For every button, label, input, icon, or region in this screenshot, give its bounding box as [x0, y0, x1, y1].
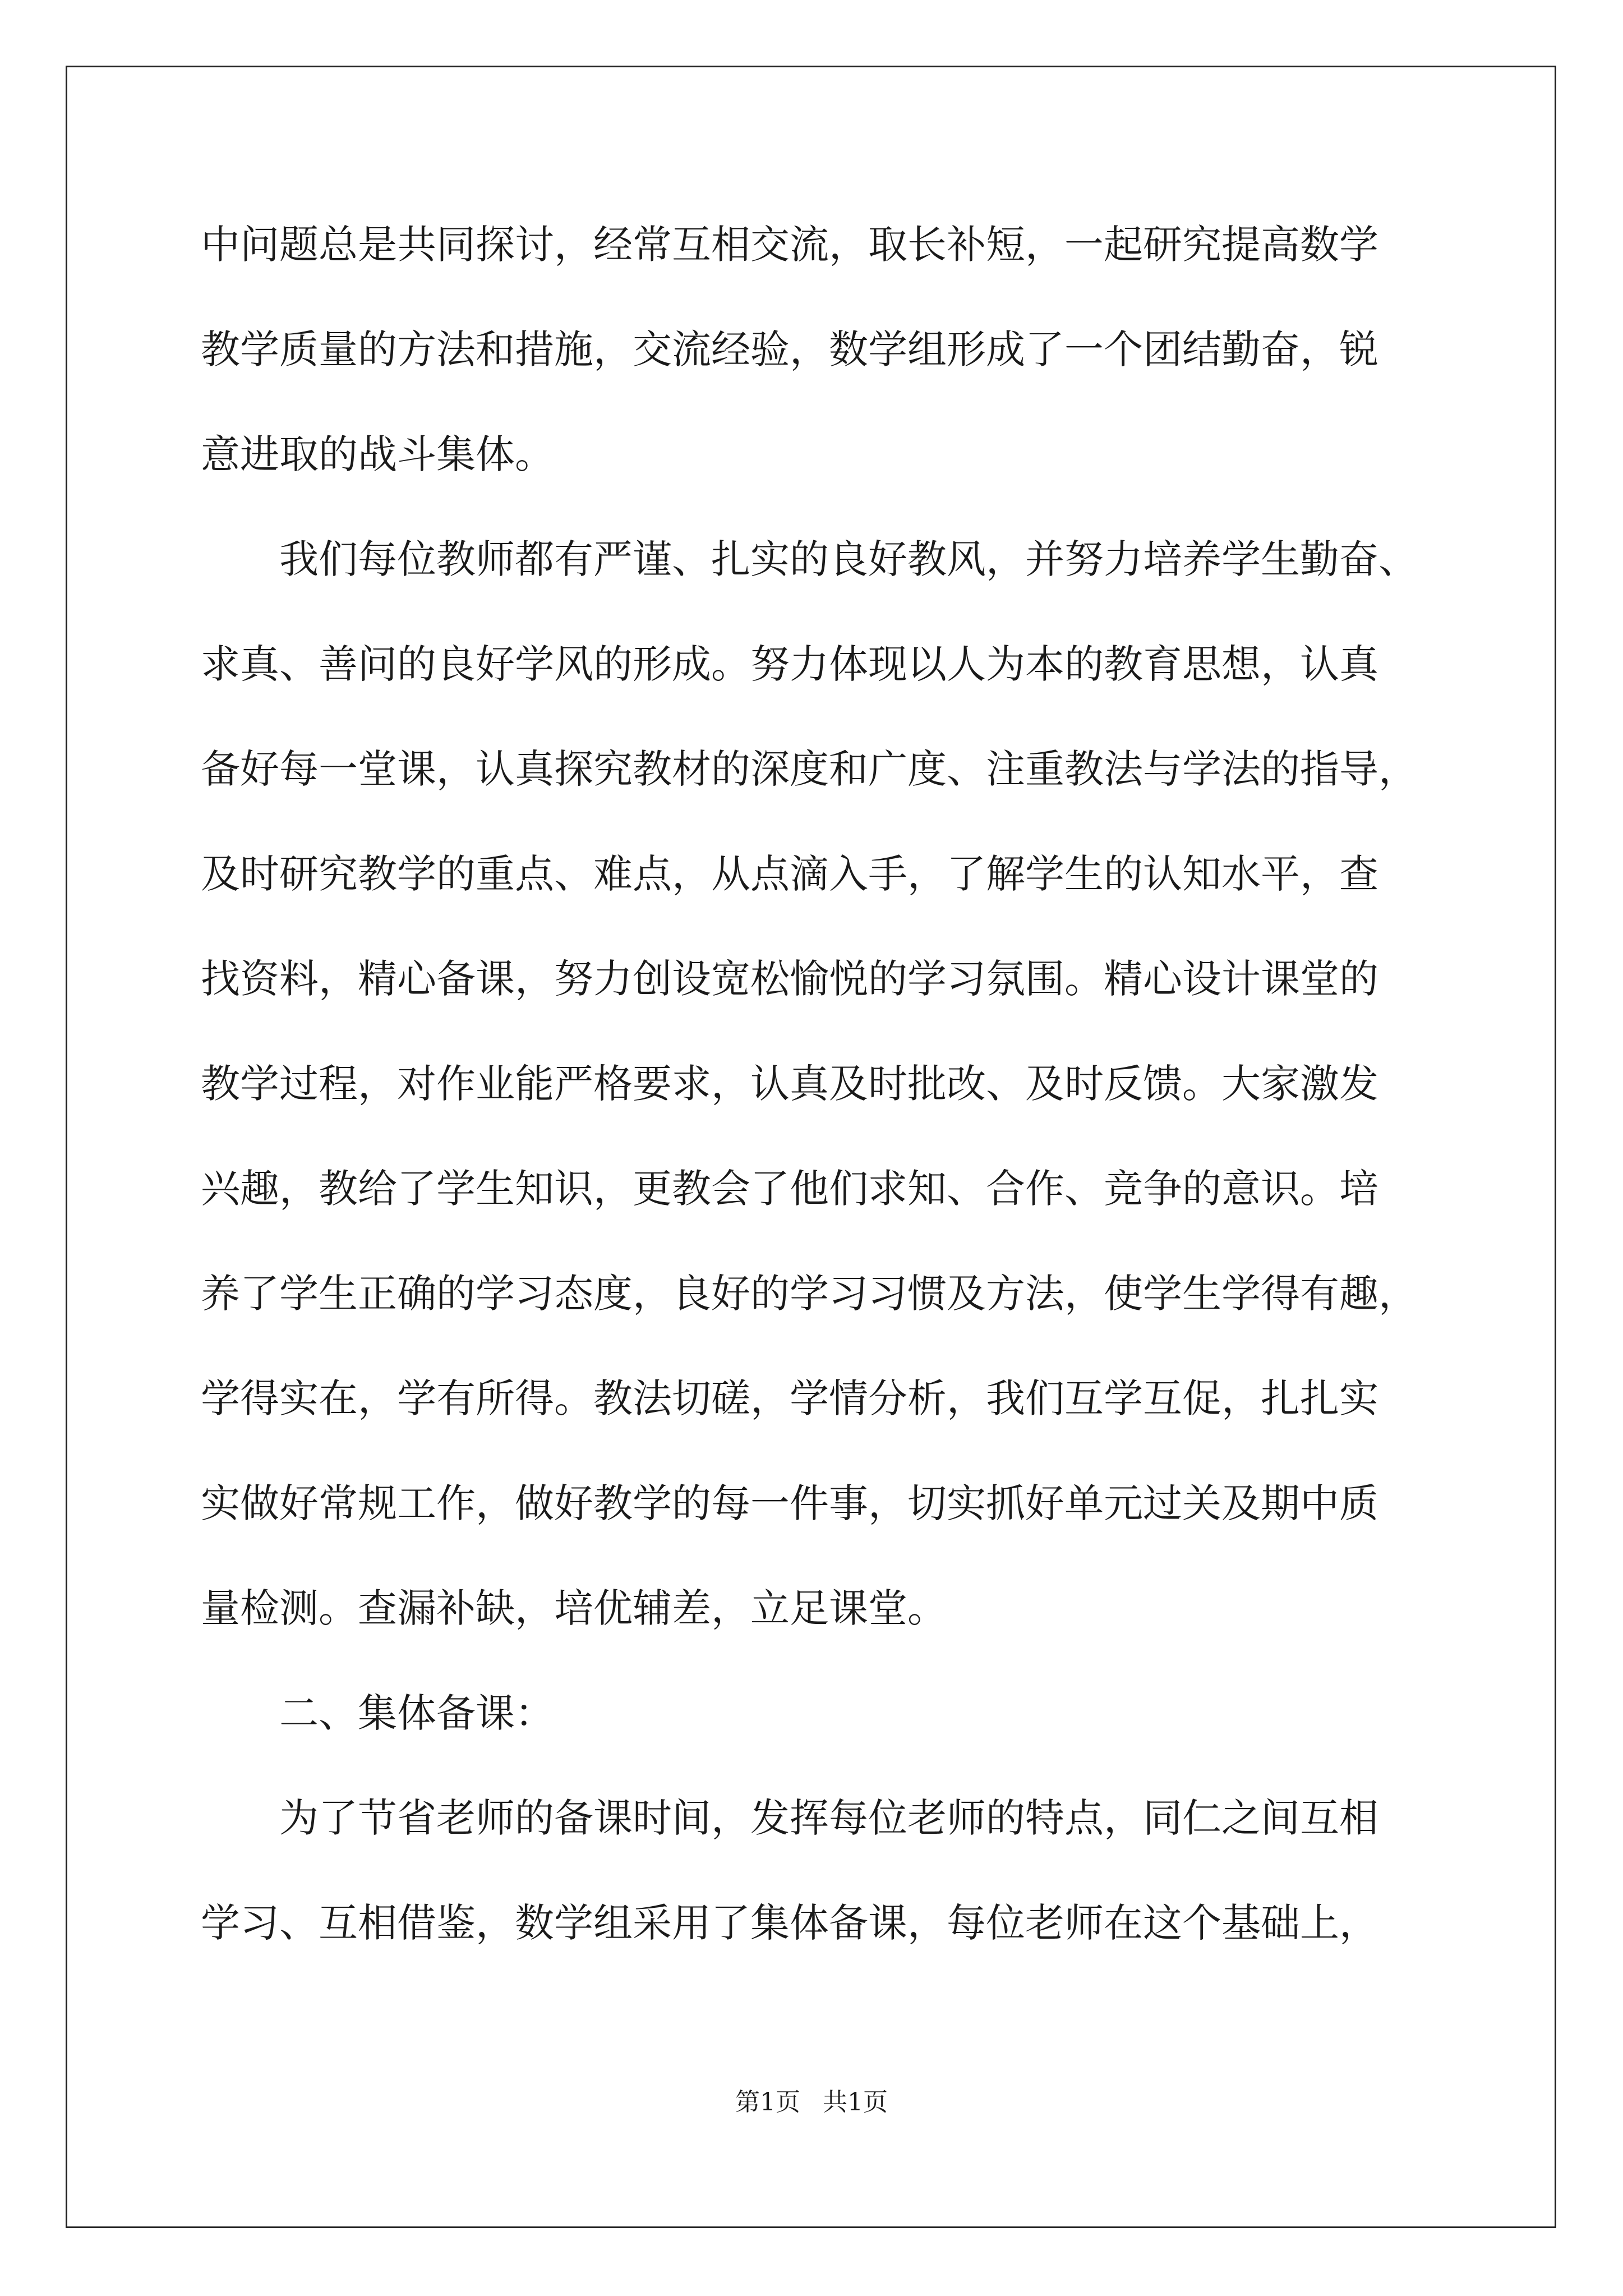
text-line: 及时研究教学的重点、难点，从点滴入手，了解学生的认知水平，查	[201, 851, 1378, 897]
text-line: 学习、互相借鉴，数学组采用了集体备课，每位老师在这个基础上，	[201, 1900, 1378, 1946]
page-number: 第1页	[735, 2088, 800, 2116]
text-line: 量检测。查漏补缺，培优辅差，立足课堂。	[201, 1585, 947, 1631]
text-line: 教学过程，对作业能严格要求，认真及时批改、及时反馈。大家激发	[201, 1061, 1378, 1107]
page-footer	[0, 2086, 1623, 2119]
text-line: 实做好常规工作，做好教学的每一件事，切实抓好单元过关及期中质	[201, 1480, 1378, 1526]
text-line: 我们每位教师都有严谨、扎实的良好教风，并努力培养学生勤奋、	[279, 536, 1418, 582]
text-line: 兴趣，教给了学生知识，更教会了他们求知、合作、竞争的意识。培	[201, 1166, 1378, 1212]
section-heading: 二、集体备课：	[279, 1690, 554, 1736]
text-line: 备好每一堂课，认真探究教材的深度和广度、注重教法与学法的指导，	[201, 746, 1418, 792]
text-line: 为了节省老师的备课时间，发挥每位老师的特点，同仁之间互相	[279, 1795, 1378, 1841]
text-line: 找资料，精心备课，努力创设宽松愉悦的学习氛围。精心设计课堂的	[201, 956, 1378, 1002]
text-line: 求真、善问的良好学风的形成。努力体现以人为本的教育思想，认真	[201, 641, 1378, 687]
text-line: 学得实在，学有所得。教法切磋，学情分析，我们互学互促，扎扎实	[201, 1375, 1378, 1421]
text-line: 教学质量的方法和措施，交流经验，数学组形成了一个团结勤奋，锐	[201, 326, 1378, 372]
text-line: 中问题总是共同探讨，经常互相交流，取长补短，一起研究提高数学	[201, 222, 1378, 268]
text-line: 养了学生正确的学习态度，良好的学习习惯及方法，使学生学得有趣，	[201, 1271, 1418, 1317]
page-total: 共1页	[823, 2088, 888, 2116]
text-line: 意进取的战斗集体。	[201, 431, 554, 477]
